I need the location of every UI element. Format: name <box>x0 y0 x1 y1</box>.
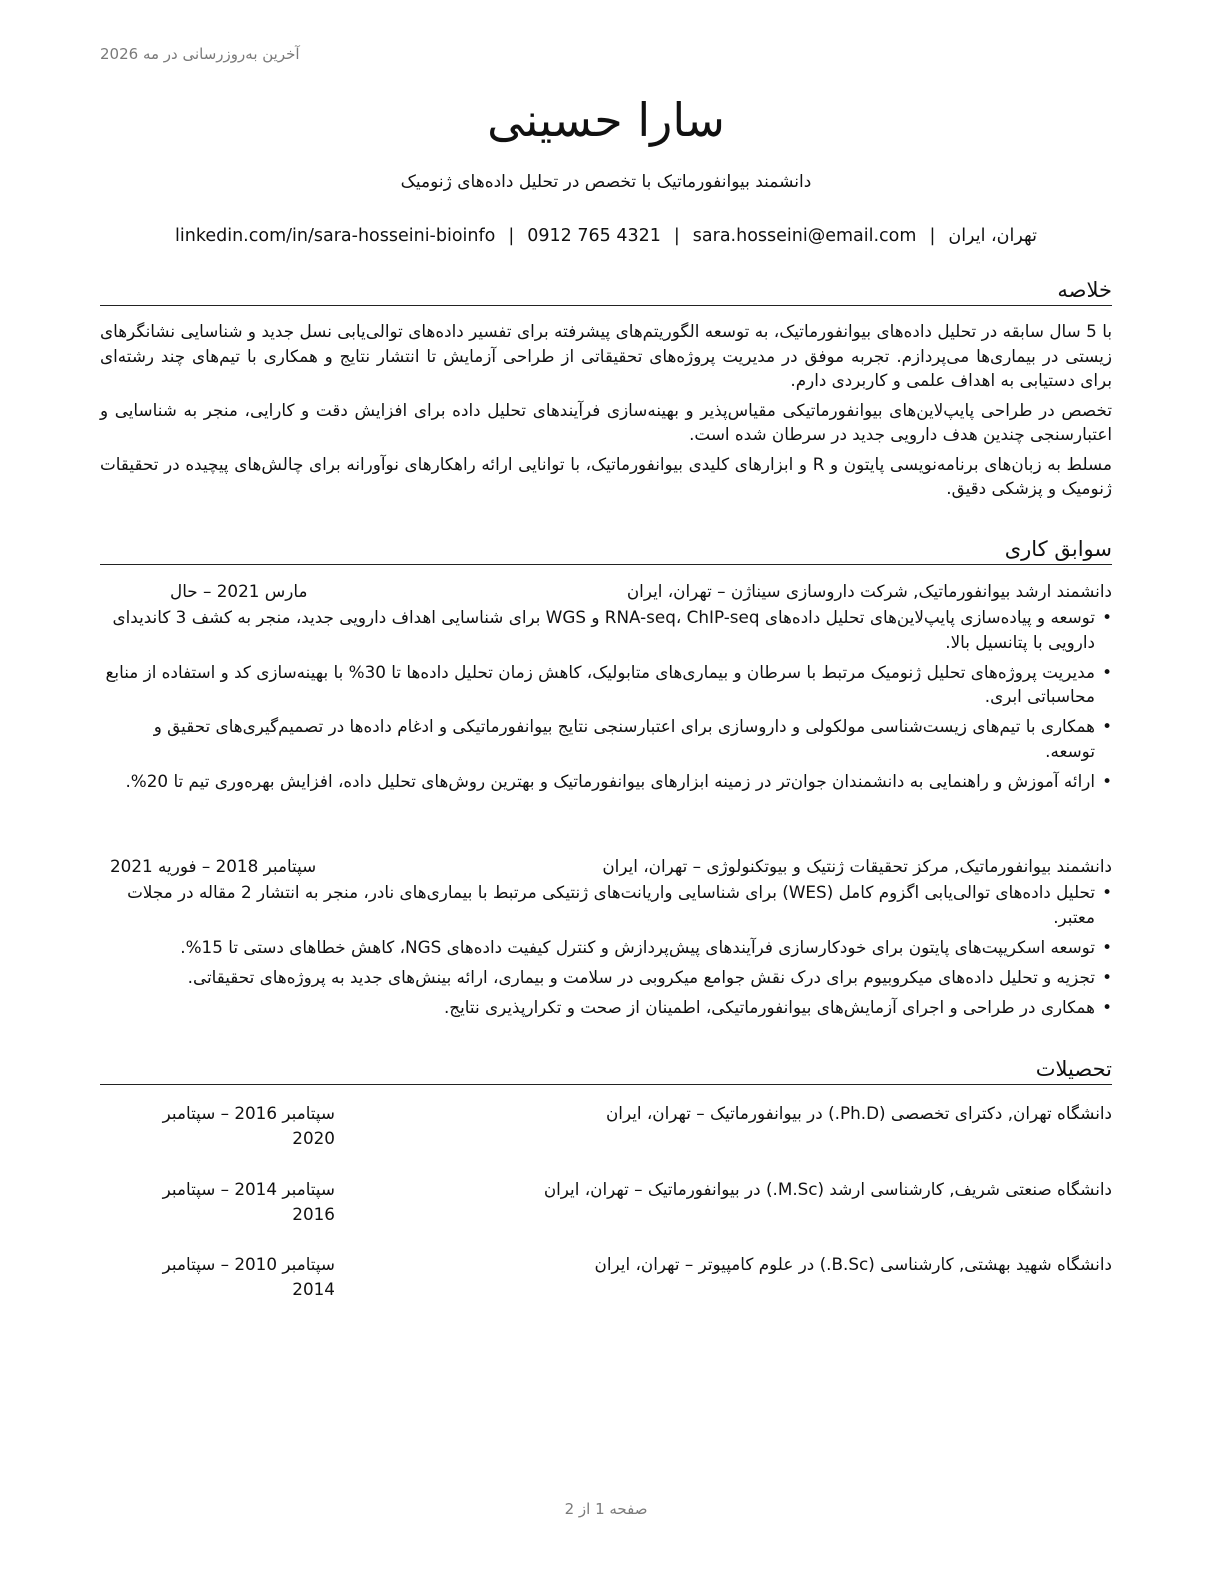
job-date: مارس 2021 – حال <box>170 581 308 601</box>
education-date-line: سپتامبر 2014 – سپتامبر <box>162 1179 335 1199</box>
education-date-line: 2020 <box>292 1128 335 1148</box>
contact-location: تهران، ایران <box>948 226 1037 246</box>
page-number: صفحه 1 از 2 <box>564 1500 648 1518</box>
summary-paragraph: مسلط به زبان‌های برنامه‌نویسی پایتون و R و ابزارهای کلیدی بیوانفورماتیک، با توانایی ارائه راهکارهای نوآورانه برای چالش‌های پیچیده در تحقیقات ژنومیک و پزشکی دقیق. <box>100 453 1112 498</box>
experience-heading: سوابق کاری <box>100 535 1112 565</box>
summary-paragraph: با 5 سال سابقه در تحلیل داده‌های بیوانفورماتیک، به توسعه الگوریتم‌های پیشرفته برای تفسیر داده‌های توالی‌یابی نسل جدید و شناسایی نشانگرهای زیستی در بیماری‌ها می‌پردازم. تجربه موفق در مدیریت پروژه‌های تحقیقاتی از طراحی آزمایش تا انتشار نتایج و همکاری با تیم‌های چند رشته‌ای برای دستیابی به اهداف علمی و کاربردی دارم. <box>100 321 1113 390</box>
list-item: • توسعه و پیاده‌سازی پایپ‌لاین‌های تحلیل داده‌های RNA-seq، ChIP-seq و WGS برای شناسایی اهداف دارویی جدید، منجر به کشف 3 کاندیدای دارویی با پتانسیل بالا. <box>100 605 1112 654</box>
summary-paragraph: تخصص در طراحی پایپ‌لاین‌های بیوانفورماتیکی مقیاس‌پذیر و بهینه‌سازی فرآیندهای تحلیل داده برای افزایش دقت و کارایی، منجر به شناسایی و اعتبارسنجی چندین هدف دارویی جدید در سرطان شده است. <box>100 399 1112 444</box>
summary-heading: خلاصه <box>100 276 1112 306</box>
professional-title: دانشمند بیوانفورماتیک با تخصص در تحلیل داده‌های ژنومیک <box>400 172 812 192</box>
contact-email[interactable]: sara.hosseini@email.com <box>692 226 917 246</box>
education-date-line: 2014 <box>292 1279 335 1299</box>
education-date-line: سپتامبر 2016 – سپتامبر <box>162 1103 335 1123</box>
list-item: • همکاری در طراحی و اجرای آزمایش‌های بیوانفورماتیکی، اطمینان از صحت و تکرارپذیری نتایج. <box>100 995 1112 1020</box>
education-heading: تحصیلات <box>100 1055 1112 1085</box>
list-item: • ارائه آموزش و راهنمایی به دانشمندان جوان‌تر در زمینه ابزارهای بیوانفورماتیک و بهترین روش‌های تحلیل داده، افزایش بهره‌وری تیم تا 20%. <box>100 769 1112 794</box>
list-item: • تحلیل داده‌های توالی‌یابی اگزوم کامل (WES) برای شناسایی واریانت‌های ژنتیکی مرتبط با بیماری‌های نادر، منجر به انتشار 2 مقاله در مجلات معتبر. <box>100 880 1112 929</box>
summary-section <box>100 319 1112 506</box>
job-date: سپتامبر 2018 – فوریه 2021 <box>110 856 317 876</box>
list-item: • مدیریت پروژه‌های تحلیل ژنومیک مرتبط با سرطان و بیماری‌های متابولیک، کاهش زمان تحلیل داده‌ها تا 30% با بهینه‌سازی کد و استفاده از منابع محاسباتی ابری. <box>100 660 1112 709</box>
job-bullets <box>100 605 1112 793</box>
contact-separator: | <box>929 226 936 246</box>
contact-phone[interactable]: 0912 765 4321 <box>527 226 661 246</box>
education-degree: دانشگاه تهران, دکترای تخصصی (Ph.D.) در بیوانفورماتیک – تهران، ایران <box>605 1103 1112 1123</box>
job-role-org: دانشمند ارشد بیوانفورماتیک, شرکت داروسازی سیناژن – تهران، ایران <box>626 581 1112 601</box>
job-entry <box>100 579 1112 799</box>
education-date-line: 2016 <box>292 1204 335 1224</box>
candidate-name: سارا حسینی <box>487 93 725 147</box>
job-bullets <box>100 880 1112 1019</box>
contact-separator: | <box>673 226 680 246</box>
contact-line <box>100 223 1112 249</box>
job-role-org: دانشمند بیوانفورماتیک, مرکز تحقیقات ژنتیک و بیوتکنولوژی – تهران، ایران <box>602 856 1112 876</box>
list-item: • تجزیه و تحلیل داده‌های میکروبیوم برای درک نقش جوامع میکروبی در سلامت و بیماری، ارائه بینش‌های جدید به پروژه‌های تحقیقاتی. <box>100 965 1112 990</box>
list-item: • همکاری با تیم‌های زیست‌شناسی مولکولی و داروسازی برای اعتبارسنجی نتایج بیوانفورماتیکی و ادغام داده‌ها در تصمیم‌گیری‌های تحقیق و توسعه. <box>100 714 1112 763</box>
education-degree: دانشگاه صنعتی شریف, کارشناسی ارشد (M.Sc.) در بیوانفورماتیک – تهران، ایران <box>543 1179 1112 1199</box>
last-updated-text: آخرین به‌روزرسانی در مه 2026 <box>100 45 300 63</box>
contact-linkedin[interactable]: linkedin.com/in/sara-hosseini-bioinfo <box>175 226 496 246</box>
education-date-line: سپتامبر 2010 – سپتامبر <box>162 1254 335 1274</box>
list-item: • توسعه اسکریپت‌های پایتون برای خودکارسازی فرآیندهای پیش‌پردازش و کنترل کیفیت داده‌های NGS، کاهش خطاهای دستی تا 15%. <box>100 935 1112 960</box>
job-header <box>100 854 1112 880</box>
resume-page <box>100 0 1112 1584</box>
job-entry <box>100 854 1112 1025</box>
contact-separator: | <box>508 226 515 246</box>
job-header <box>100 579 1112 605</box>
education-degree: دانشگاه شهید بهشتی, کارشناسی (B.Sc.) در علوم کامپیوتر – تهران، ایران <box>594 1254 1112 1274</box>
